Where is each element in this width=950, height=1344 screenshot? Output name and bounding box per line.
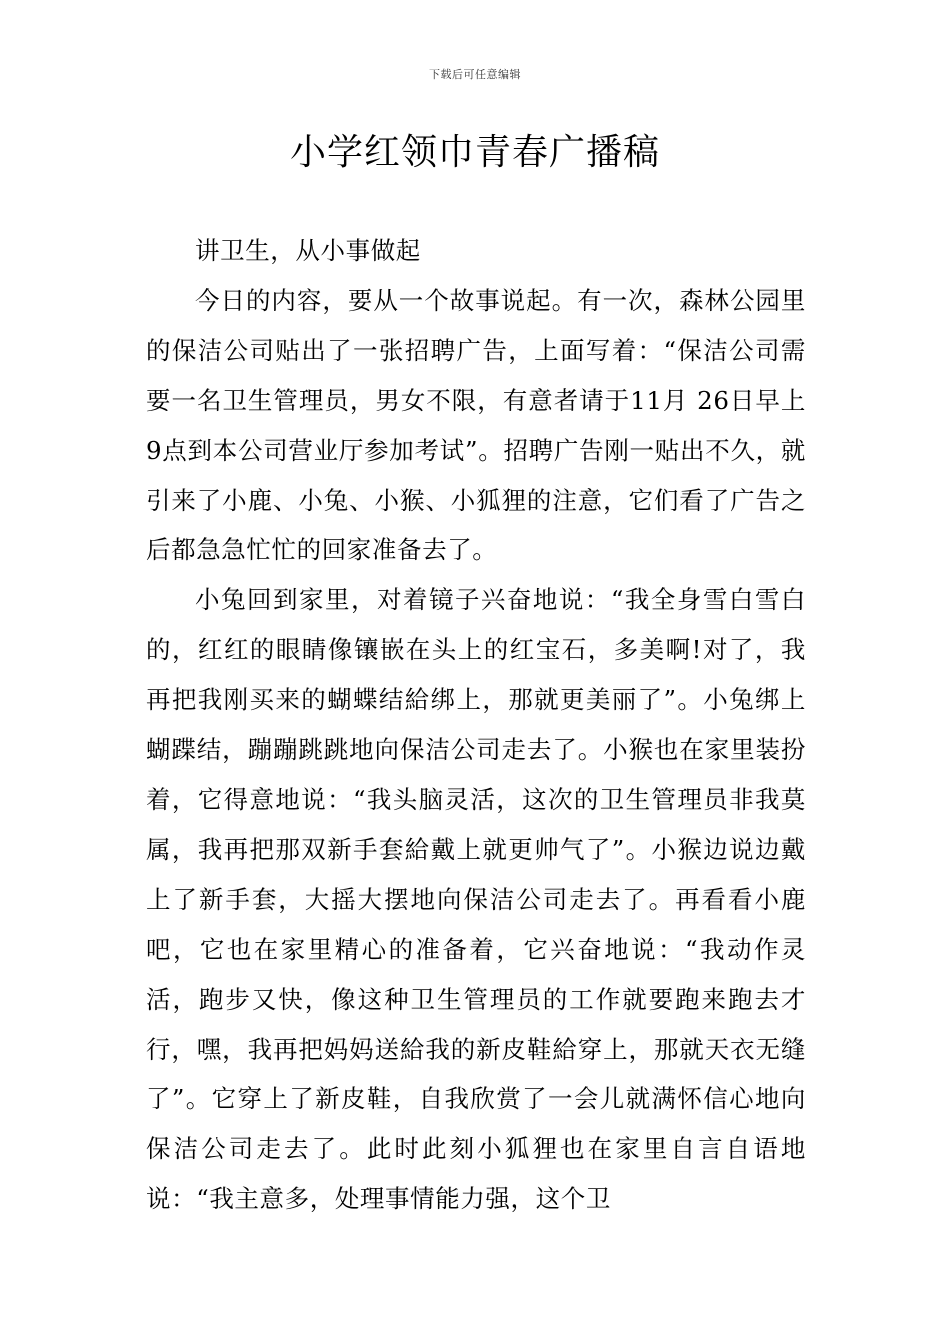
body-paragraph: 今日的内容，要从一个故事说起。有一次，森林公园里的保洁公司贴出了一张招聘广告，上面写着：“保洁公司需要一名卫生管理员，男女不限，有意者请于11月 26日早上9点到本公司营业厅参加考试”。招聘广告刚一贴出不久，就引来了小鹿、小兔、小猴、小狐狸的注意，它们看了广告之后都急急忙忙的回家准备去了。 — [146, 285, 806, 565]
document-body — [146, 226, 806, 1224]
document-title: 小学红领巾青春广播稿 — [289, 132, 660, 173]
body-paragraph: 小兔回到家里，对着镜子兴奋地说：“我全身雪白雪白的，红红的眼睛像镶嵌在头上的红宝石，多美啊!对了，我再把我刚买来的蝴蝶结給绑上，那就更美丽了”。小兔绑上蝴蹀结，蹦蹦跳跳地向保洁公司走去了。小猴也在家里装扮着，它得意地说：“我头脑灵活，这次的卫生管理员非我莫属，我再把那双新手套給戴上就更帅气了”。小猴边说边戴上了新手套，大摇大摆地向保洁公司走去了。再看看小鹿吧，它也在家里精心的准备着，它兴奋地说：“我动作灵活，跑步又快，像这种卫生管理员的工作就要跑来跑去才行，嘿，我再把妈妈送給我的新皮鞋給穿上，那就天衣无缝了”。它穿上了新皮鞋，自我欣赏了一会儿就满怀信心地向保洁公司走去了。此时此刻小狐狸也在家里自言自语地说：“我主意多，处理事情能力强，这个卫 — [146, 585, 806, 1214]
subtitle-paragraph: 讲卫生，从小事做起 — [195, 236, 421, 265]
header-note: 下载后可任意编辑 — [429, 68, 521, 81]
